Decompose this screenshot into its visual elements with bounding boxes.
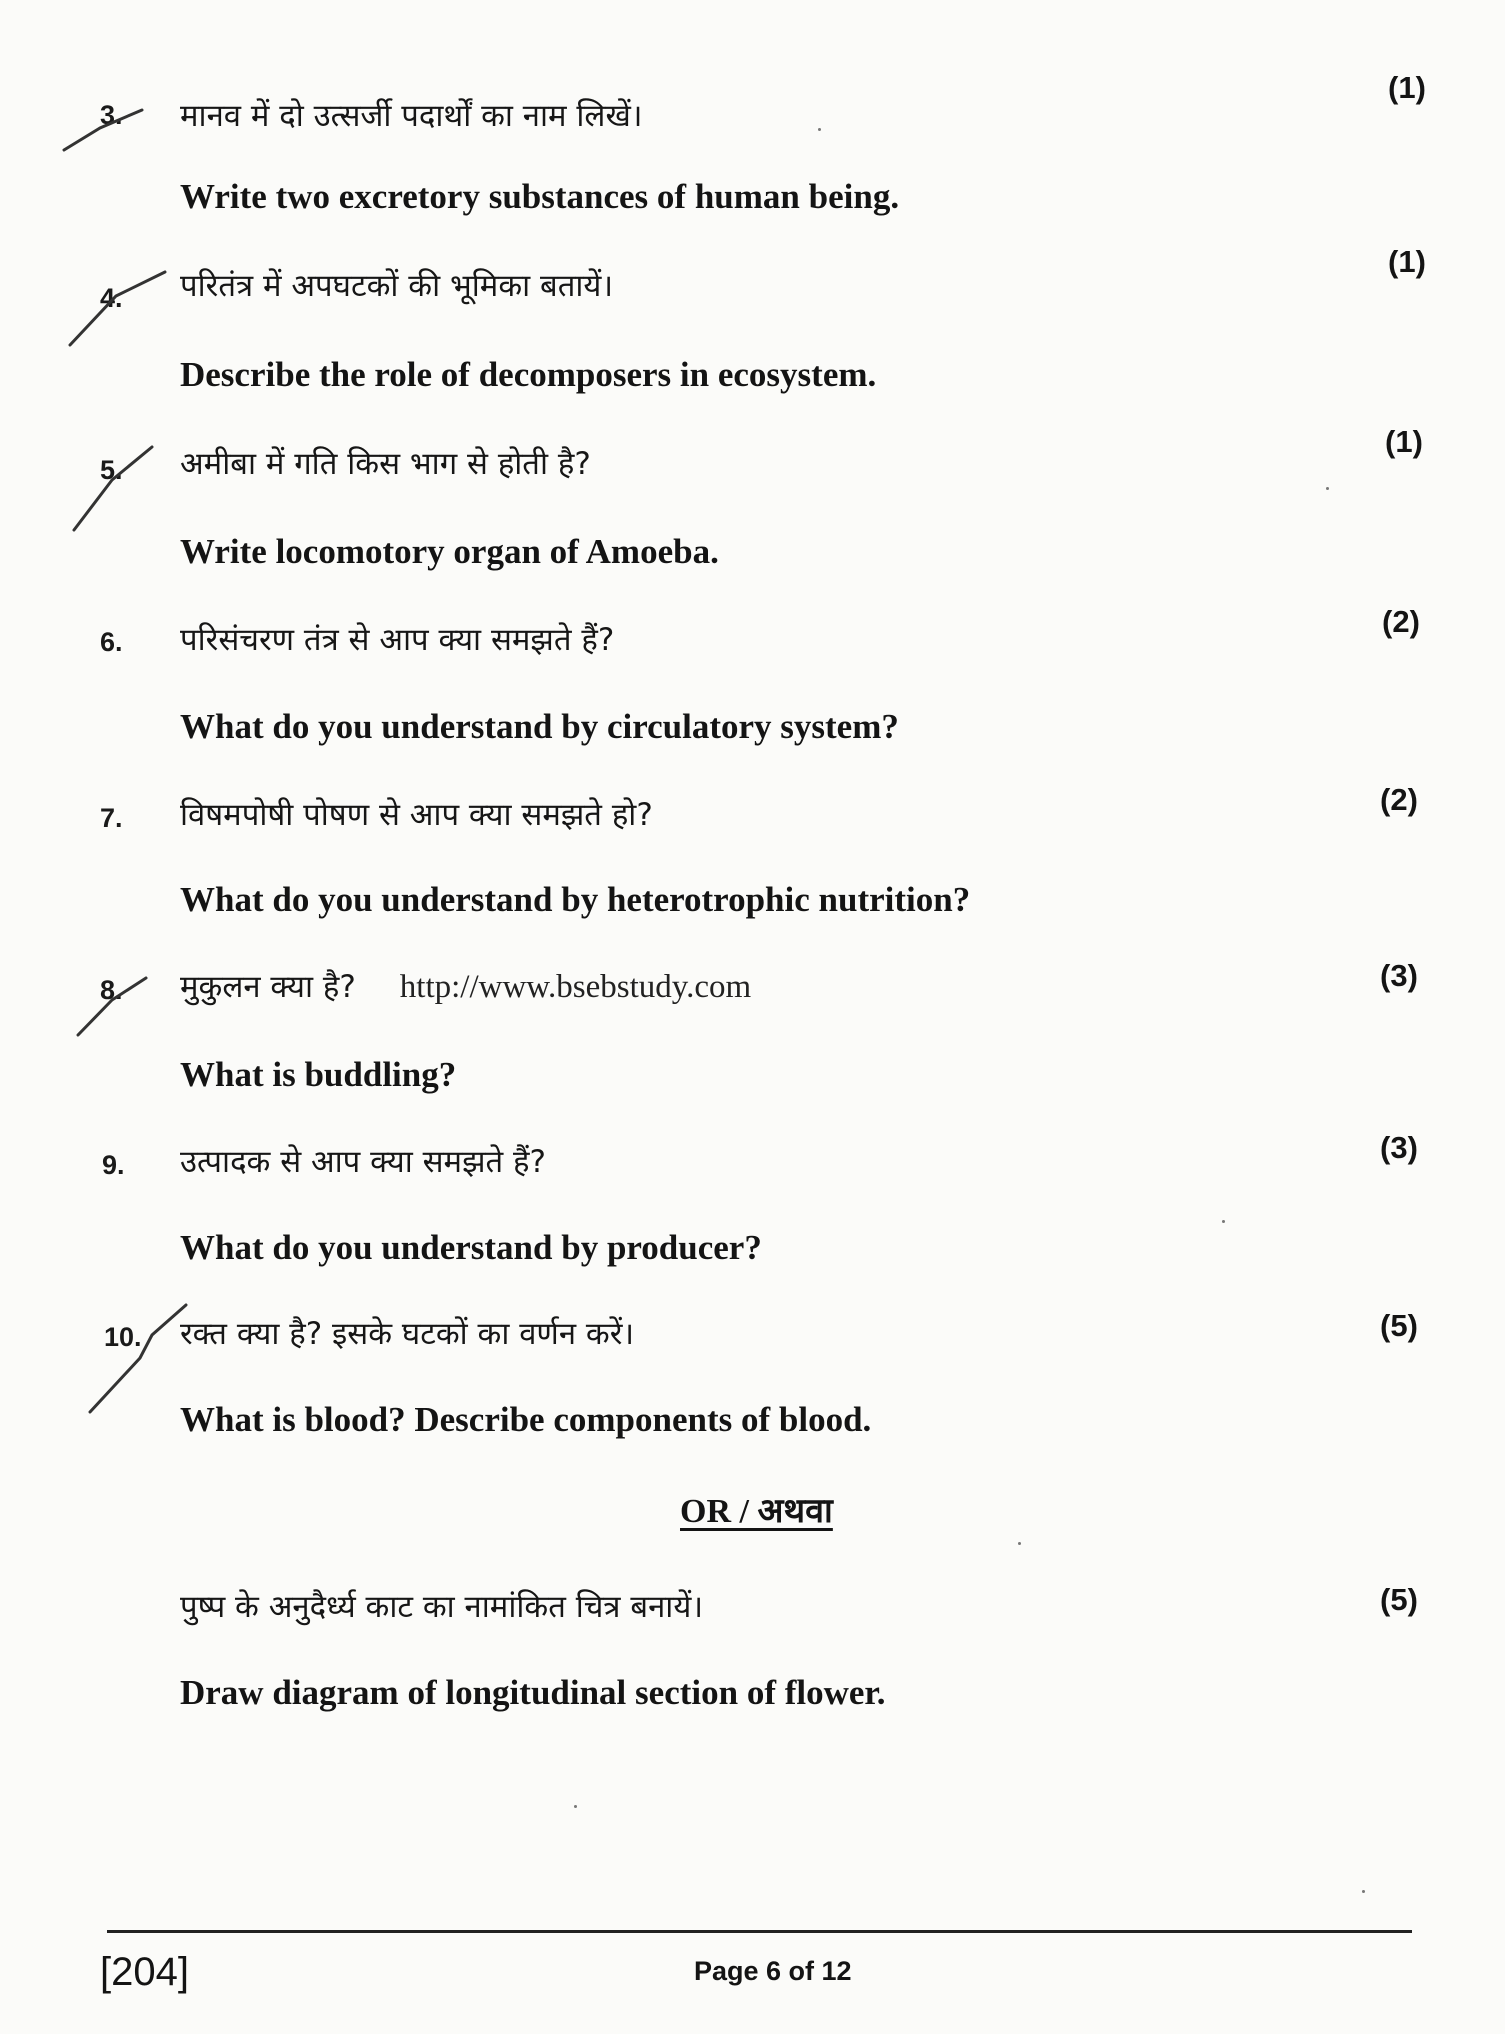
question-text-hindi: मानव में दो उत्सर्जी पदार्थों का नाम लिखें।	[180, 98, 643, 134]
footer-divider	[107, 1930, 1412, 1933]
question-text-english: Write two excretory substances of human being.	[180, 177, 900, 216]
question-text-english: What do you understand by circulatory system?	[180, 707, 899, 746]
marks-label: (1)	[1385, 424, 1423, 459]
question-text-english: Describe the role of decomposers in ecosystem.	[180, 355, 877, 394]
marks-label: (2)	[1382, 604, 1420, 639]
question-text-hindi: अमीबा में गति किस भाग से होती है?	[180, 446, 591, 482]
scan-speck	[1222, 1220, 1225, 1223]
question-number: 6.	[100, 627, 123, 657]
page-number: Page 6 of 12	[694, 1956, 852, 1986]
marks-label: (5)	[1380, 1582, 1418, 1617]
question-text-english: Draw diagram of longitudinal section of flower.	[180, 1673, 886, 1712]
question-text-hindi: पुष्प के अनुदैर्ध्य काट का नामांकित चित्र बनायें।	[180, 1589, 704, 1625]
question-text-hindi: परितंत्र में अपघटकों की भूमिका बतायें।	[180, 268, 614, 304]
question-number: 3.	[100, 100, 123, 130]
question-number: 7.	[100, 803, 123, 833]
marks-label: (1)	[1388, 70, 1426, 105]
paper-code: [204]	[100, 1950, 189, 1994]
marks-label: (3)	[1380, 958, 1418, 993]
or-heading: OR / अथवा	[680, 1493, 833, 1530]
question-text-english: Write locomotory organ of Amoeba.	[180, 532, 719, 571]
question-text-english: What do you understand by producer?	[180, 1228, 762, 1267]
question-text-english: What do you understand by heterotrophic nutrition?	[180, 880, 971, 919]
question-text-english: What is buddling?	[180, 1055, 457, 1094]
question-text-hindi	[180, 965, 751, 1007]
question-number: 4.	[100, 283, 123, 313]
marks-label: (3)	[1380, 1130, 1418, 1165]
marks-label: (5)	[1380, 1308, 1418, 1343]
watermark-url: http://www.bsebstudy.com	[399, 969, 752, 1005]
question-number: 8.	[100, 975, 123, 1005]
scan-speck	[1018, 1542, 1021, 1545]
question-text-hindi: रक्त क्या है? इसके घटकों का वर्णन करें।	[180, 1316, 635, 1352]
question-text-hindi-label: मुकुलन क्या है?	[180, 969, 356, 1005]
question-number: 9.	[102, 1150, 125, 1180]
question-text-hindi: विषमपोषी पोषण से आप क्या समझते हो?	[180, 797, 653, 833]
question-text-hindi: उत्पादक से आप क्या समझते हैं?	[180, 1144, 546, 1180]
scan-speck	[1326, 487, 1329, 490]
marks-label: (1)	[1388, 244, 1426, 279]
scan-speck	[574, 1805, 577, 1808]
question-text-english: What is blood? Describe components of blood.	[180, 1400, 872, 1439]
scan-speck	[818, 128, 821, 131]
question-number: 5.	[100, 455, 123, 485]
question-number: 10.	[104, 1322, 142, 1352]
scan-speck	[1362, 1890, 1365, 1893]
question-text-hindi: परिसंचरण तंत्र से आप क्या समझते हैं?	[180, 622, 615, 658]
marks-label: (2)	[1380, 782, 1418, 817]
